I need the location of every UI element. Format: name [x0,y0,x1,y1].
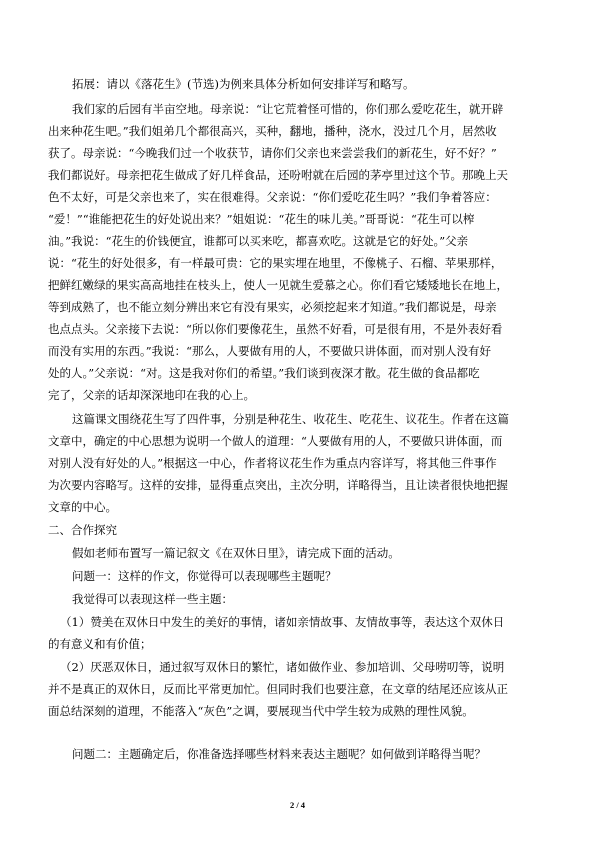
question-line: 问题一：这样的作文，你觉得可以表现哪些主题呢？ [72,569,337,583]
paragraph-line: 说：“花生的好处很多，有一样最可贵：它的果实埋在地里，不像桃子、石榴、苹果那样， [48,256,503,270]
paragraph-line: 处的人。”父亲说：“对。这是我对你们的希望。”我们谈到夜深才散。花生做的食品都吃 [48,366,480,380]
list-item: 面总结深刻的道理，不能落入“灰色”之调，要展现当代中学生较为成熟的理性风貌。 [48,704,474,718]
paragraph-line: 色不太好，可是父亲也来了，实在很难得。父亲说：“你们爱吃花生吗？”我们争着答应： [48,190,497,204]
paragraph-line: 文章的中心。 [48,500,117,514]
paragraph-line: “爱！”“谁能把花生的好处说出来？”姐姐说：“花生的味儿美。”哥哥说：“花生可以榨 [48,212,475,226]
paragraph-line: 油。”我说：“花生的价钱便宜，谁都可以买来吃，都喜欢吃。这就是它的好处。”父亲 [48,234,469,248]
list-item: （2）厌恶双休日，通过叙写双休日的繁忙，诸如做作业、参加培训、父母唠叨等，说明 [60,660,505,674]
paragraph-line: 文章中，确定的中心思想为说明一个做人的道理：“人要做有用的人，不要做只讲体面，而 [48,434,503,448]
paragraph-line: 获了。母亲说：“今晚我们过一个收获节，请你们父亲也来尝尝我们的新花生，好不好？” [48,146,497,160]
list-item: 并不是真正的双休日，反而比平常更加忙。但同时我们也要注意，在文章的结尾还应该从正 [48,682,508,696]
paragraph-line: 对别人没有好处的人。”根据这一中心，作者将议花生作为重点内容详写，将其他三件事作 [48,456,497,470]
paragraph-line: 也点点头。父亲接下去说：“所以你们要像花生，虽然不好看，可是很有用，不是外表好看 [48,322,503,336]
list-item: （1）赞美在双休日中发生的美好的事情，诸如亲情故事、友情故事等，表达这个双休日 [60,615,505,629]
question-line: 问题二：主题确定后，你准备选择哪些材料来表达主题呢？如何做到详略得当呢？ [72,747,486,761]
paragraph-line: 这篇课文围绕花生写了四件事，分别是种花生、收花生、吃花生、议花生。作者在这篇 [72,412,509,426]
paragraph-line: 完了，父亲的话却深深地印在我的心上。 [48,388,255,402]
paragraph-line: 我们都说好。母亲把花生做成了好几样食品，还吩咐就在后园的茅亭里过这个节。那晚上天 [48,168,508,182]
paragraph-line: 等到成熟了，也不能立刻分辨出来它有没有果实，必须挖起来才知道。”我们都说是，母亲 [48,300,497,314]
section-heading: 二、合作探究 [48,523,117,537]
paragraph-line: 而没有实用的东西。”我说：“那么，人要做有用的人，不要做只讲体面，而对别人没有好 [48,344,492,358]
page-number: 2 / 4 [289,800,306,810]
paragraph-line: 出来种花生吧。”我们姐弟几个都很高兴，买种，翻地，播种，浇水，没过几个月，居然收 [48,124,497,138]
paragraph-line: 我们家的后园有半亩空地。母亲说：“让它荒着怪可惜的，你们那么爱吃花生，就开辟 [72,102,504,116]
paragraph-line: 我觉得可以表现这样一些主题： [72,592,233,606]
paragraph-line: 假如老师布置写一篇记叙文《在双休日里》，请完成下面的活动。 [72,546,400,560]
paragraph-line: 为次要内容略写。这样的安排，显得重点突出，主次分明，详略得当，且让读者很快地把握 [48,478,508,492]
list-item: 的有意义和有价值； [48,637,152,651]
paragraph-line: 把鲜红嫩绿的果实高高地挂在枝头上，使人一见就生爱慕之心。你们看它矮矮地长在地上， [48,278,508,292]
paragraph-line: 拓展：请以《落花生》(节选)为例来具体分析如何安排详写和略写。 [72,77,415,91]
